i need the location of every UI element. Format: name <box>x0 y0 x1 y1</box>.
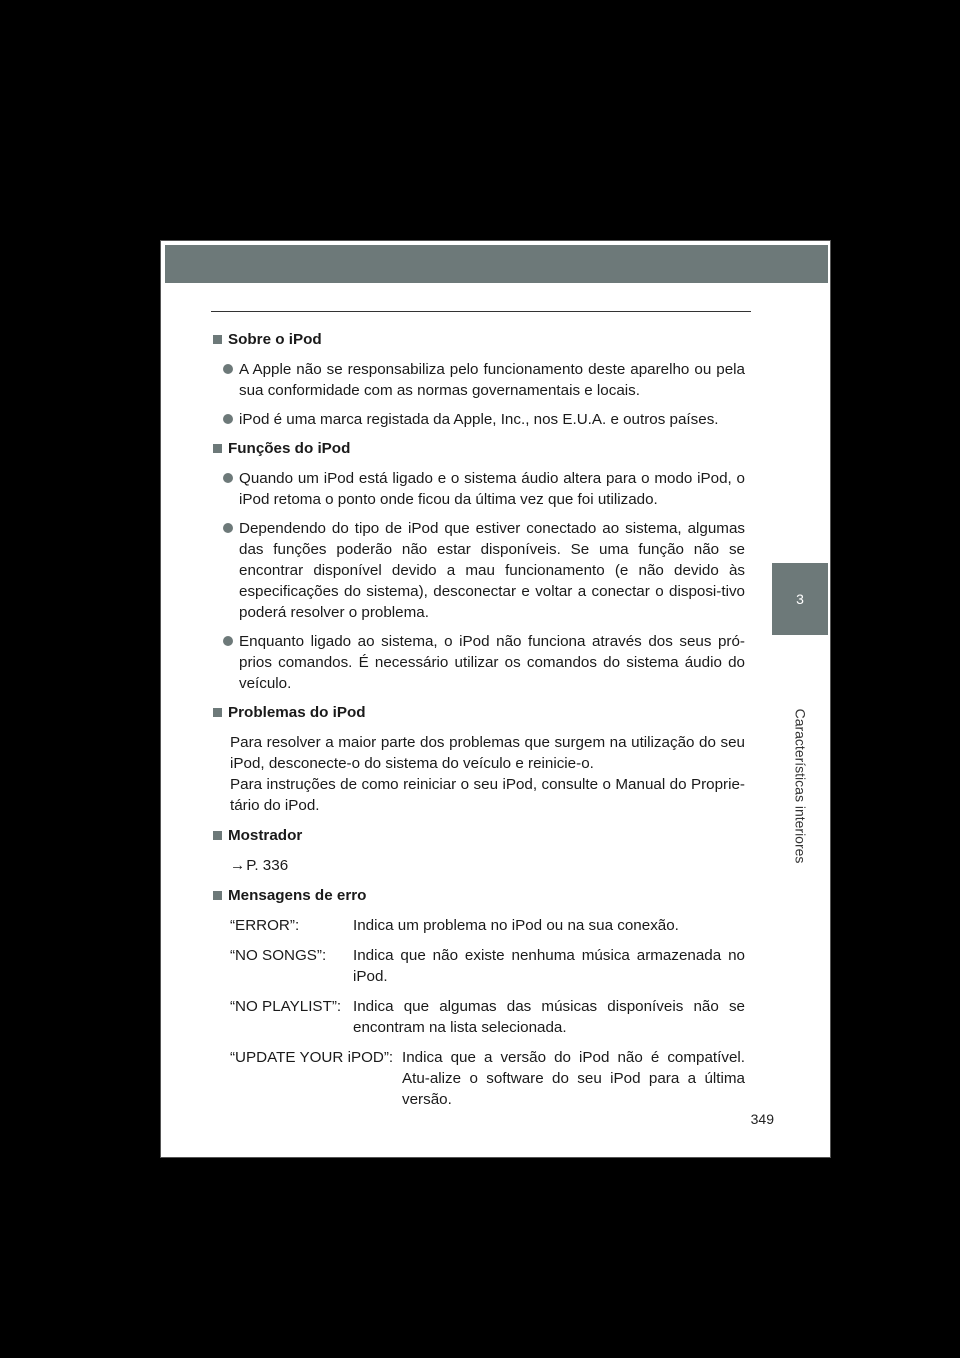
page-content <box>213 329 745 1119</box>
section-heading: Problemas do iPod <box>213 702 745 723</box>
page-number: 349 <box>750 1111 774 1127</box>
round-bullet-icon <box>223 473 233 483</box>
chapter-label <box>764 641 836 931</box>
square-bullet-icon <box>213 708 222 717</box>
manual-page <box>160 240 831 1158</box>
square-bullet-icon <box>213 891 222 900</box>
list-item: Quando um iPod está ligado e o sistema áudio altera para o modo iPod, o iPod retoma o ponto onde ficou da última vez que foi utilizado. <box>223 468 745 510</box>
error-message-row: “NO SONGS”: Indica que não existe nenhuma música armazenada no iPod. <box>230 947 745 985</box>
square-bullet-icon <box>213 831 222 840</box>
section-heading: Funções do iPod <box>213 438 745 459</box>
error-message-row: “ERROR”: Indica um problema no iPod ou na sua conexão. <box>230 917 679 934</box>
round-bullet-icon <box>223 636 233 646</box>
square-bullet-icon <box>213 444 222 453</box>
round-bullet-icon <box>223 414 233 424</box>
list-item: Dependendo do tipo de iPod que estiver conectado ao sistema, algumas das funções poderão não estar disponíveis. Se uma função não se encontrar disponível devido a mau funcionamento (e não devido às especificações do sistema), desconectar e voltar a conectar o disposi-tivo poderá resolver o problema. <box>223 518 745 623</box>
error-message-row: “NO PLAYLIST”: Indica que algumas das músicas disponíveis não se encontram na lista selecionada. <box>230 998 745 1036</box>
square-bullet-icon <box>213 335 222 344</box>
chapter-tab <box>772 563 828 635</box>
chapter-label-text: Características interiores <box>792 708 809 864</box>
section-heading: Sobre o iPod <box>213 329 745 350</box>
section-heading: Mensagens de erro <box>213 885 745 906</box>
chapter-number: 3 <box>796 591 804 607</box>
round-bullet-icon <box>223 364 233 374</box>
round-bullet-icon <box>223 523 233 533</box>
list-item: Enquanto ligado ao sistema, o iPod não funciona através dos seus pró-prios comandos. É necessário utilizar os comandos do sistema áudio do veículo. <box>223 631 745 694</box>
error-message-row: “UPDATE YOUR iPOD”: Indica que a versão do iPod não é compatível. Atu-alize o software do seu iPod para a última versão. <box>230 1049 745 1108</box>
page-reference[interactable]: → P. 336 <box>230 857 289 874</box>
header-bar <box>165 245 828 283</box>
list-item: A Apple não se responsabiliza pelo funcionamento deste aparelho ou pela sua conformidade com as normas governamentais e locais. <box>223 359 745 401</box>
section-divider <box>211 311 751 312</box>
list-item: iPod é uma marca registada da Apple, Inc., nos E.U.A. e outros países. <box>223 409 745 430</box>
paragraph: Para resolver a maior parte dos problemas que surgem na utilização do seu iPod, desconecte-o do sistema do veículo e reinicie-o. Para instruções de como reiniciar o seu iPod, consulte o Manual do Proprie-tário do iPod. <box>230 734 745 814</box>
arrow-right-icon: → <box>230 857 246 874</box>
section-heading: Mostrador <box>213 825 745 846</box>
